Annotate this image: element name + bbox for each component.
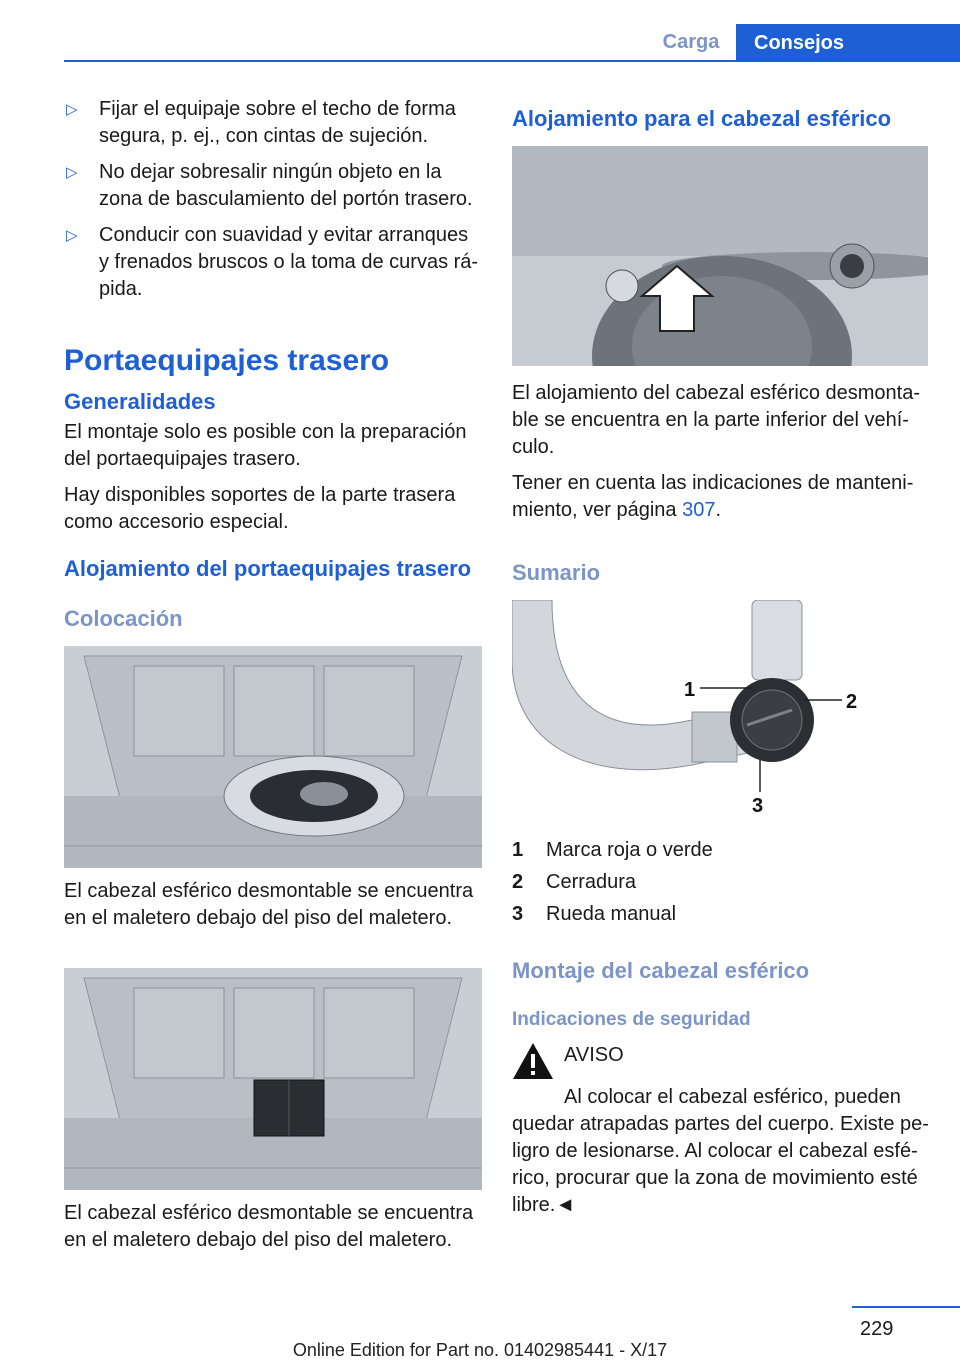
paragraph: El alojamiento del cabezal esférico desmonta-ble se encuentra en la parte inferior del vehí-culo. bbox=[512, 382, 920, 458]
legend-item: 1 Marca roja o verde bbox=[512, 839, 713, 861]
tow-ball-receiver-image bbox=[512, 146, 928, 366]
section-title: Portaequipajes trasero bbox=[64, 344, 390, 377]
heading-indicaciones: Indicaciones de seguridad bbox=[512, 1009, 751, 1030]
tab-consejos[interactable]: Consejos bbox=[736, 24, 960, 62]
callout-1: 1 bbox=[684, 679, 696, 701]
callout-2: 2 bbox=[846, 691, 858, 713]
bullet-item: ▷ Fijar el equipaje sobre el techo de forma segura, p. ej., con cintas de sujeción. bbox=[66, 98, 456, 147]
heading-colocacion: Colocación bbox=[64, 606, 183, 631]
bullet-item: ▷ No dejar sobresalir ningún objeto en la zona de basculamiento del portón trasero. bbox=[66, 161, 473, 210]
legend-list bbox=[512, 834, 932, 930]
bullet-item: ▷ Conducir con suavidad y evitar arranques y frenados bruscos o la toma de curvas rá-pida. bbox=[66, 224, 479, 300]
heading-alojamiento-cabezal: Alojamiento para el cabezal esférico bbox=[512, 106, 892, 131]
footer-rule bbox=[852, 1306, 960, 1308]
tab-carga[interactable]: Carga bbox=[662, 30, 720, 53]
triangle-bullet-icon: ▷ bbox=[66, 227, 78, 244]
left-column bbox=[64, 96, 482, 1254]
paragraph: Tener en cuenta las indicaciones de manteni-miento, ver página 307. bbox=[512, 472, 914, 521]
triangle-bullet-icon: ▷ bbox=[66, 101, 78, 118]
legend-item: 2 Cerradura bbox=[512, 871, 637, 893]
heading-montaje: Montaje del cabezal esférico bbox=[512, 958, 810, 983]
right-column bbox=[512, 96, 932, 1219]
warning-text: Al colocar el cabezal esférico, pueden quedar atrapadas partes del cuerpo. Existe pe-ligro de lesionarse. Al colocar el cabezal esfé-rico, procurar que la zona de movimiento esté libre.◄ bbox=[512, 1086, 929, 1216]
callout-3: 3 bbox=[752, 795, 764, 817]
heading-generalidades: Generalidades bbox=[64, 389, 216, 414]
triangle-bullet-icon: ▷ bbox=[66, 164, 78, 181]
image-caption: El cabezal esférico desmontable se encuentra en el maletero debajo del piso del maletero. bbox=[64, 1202, 474, 1251]
paragraph: Hay disponibles soportes de la parte trasera como accesorio especial. bbox=[64, 484, 456, 533]
header-rule bbox=[64, 60, 960, 62]
legend-item: 3 Rueda manual bbox=[512, 903, 677, 925]
bullet-list bbox=[64, 96, 482, 303]
warning-label: AVISO bbox=[564, 1044, 624, 1066]
image-caption: El cabezal esférico desmontable se encuentra en el maletero debajo del piso del maletero. bbox=[64, 880, 474, 929]
page-link[interactable]: 307 bbox=[682, 499, 716, 521]
page-number: 229 bbox=[860, 1318, 894, 1340]
warning-block bbox=[512, 1042, 932, 1080]
footer-edition: Online Edition for Part no. 01402985441 - X/17 bbox=[292, 1340, 668, 1360]
trunk-spare-wheel-image bbox=[64, 646, 482, 868]
paragraph: El montaje solo es posible con la preparación del portaequipajes trasero. bbox=[64, 421, 467, 470]
tow-ball-overview-image bbox=[512, 600, 872, 820]
heading-sumario: Sumario bbox=[512, 560, 601, 585]
heading-alojamiento: Alojamiento del portaequipajes trasero bbox=[64, 556, 472, 581]
warning-triangle-icon bbox=[512, 1042, 554, 1080]
trunk-tow-ball-case-image bbox=[64, 968, 482, 1190]
